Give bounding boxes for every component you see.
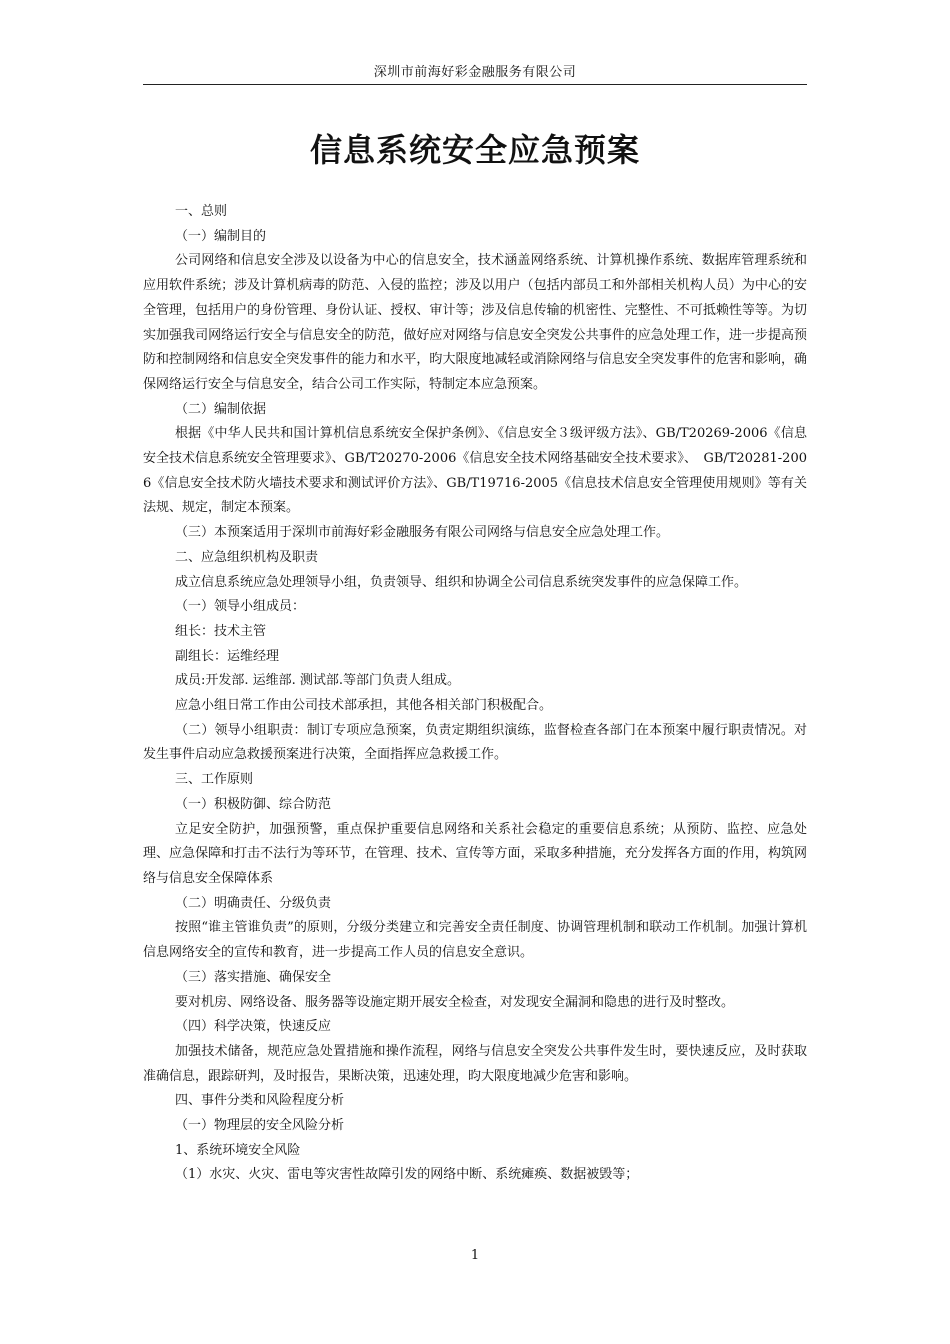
paragraph: 根据《中华人民共和国计算机信息系统安全保护条例》、《信息安全３级评级方法》、GB/T20269-2006《信息安全技术信息系统安全管理要求》、GB/T20270-2006《信息安全技术网络基础安全技术要求》、 GB/T20281-2006《信息安全技术防火墙技术要求和测试评价方法》、GB/T19716-2005《信息技术信息安全管理使用规则》等有关法规、规定，制定本预案。 (143, 426, 807, 516)
paragraph: 按照“谁主管谁负责”的原则，分级分类建立和完善安全责任制度、协调管理机制和联动工作机制。加强计算机信息网络安全的宣传和教育，进一步提高工作人员的信息安全意识。 (143, 920, 807, 961)
paragraph: （二）领导小组职责：制订专项应急预案，负责定期组织演练，监督检查各部门在本预案中履行职责情况。对发生事件启动应急救援预案进行决策，全面指挥应急救援工作。 (143, 722, 807, 763)
subsection-heading: （一）积极防御、综合防范 (175, 796, 332, 812)
document-title: 信息系统安全应急预案 (309, 131, 640, 169)
paragraph: 成立信息系统应急处理领导小组，负责领导、组织和协调全公司信息系统突发事件的应急保障工作。 (175, 574, 748, 590)
subsection-heading: （一）领导小组成员： (175, 599, 306, 615)
subsection-heading: （一）物理层的安全风险分析 (175, 1118, 345, 1134)
paragraph: 副组长：运维经理 (175, 648, 280, 664)
paragraph: 公司网络和信息安全涉及以设备为中心的信息安全，技术涵盖网络系统、计算机操作系统、数据库管理系统和应用软件系统；涉及计算机病毒的防范、入侵的监控；涉及以用户（包括内部员工和外部相关机构人员）为中心的安全管理，包括用户的身份管理、身份认证、授权、审计等；涉及信息传输的机密性、完整性、不可抵赖性等等。为切实加强我司网络运行安全与信息安全的防范，做好应对网络与信息安全突发公共事件的应急处理工作，进一步提高预防和控制网络和信息安全突发事件的能力和水平，昀大限度地减轻或消除网络与信息安全突发事件的危害和影响，确保网络运行安全与信息安全，结合公司工作实际，特制定本应急预案。 (143, 253, 807, 392)
subsection-heading: （二）编制依据 (175, 401, 267, 417)
subsection-heading: （二）明确责任、分级负责 (175, 895, 332, 911)
page-number: 1 (470, 1248, 480, 1263)
paragraph: 1、系统环境安全风险 (175, 1142, 301, 1158)
paragraph: 立足安全防护，加强预警，重点保护重要信息网络和关系社会稳定的重要信息系统；从预防、监控、应急处理、应急保障和打击不法行为等环节，在管理、技术、宣传等方面，采取多种措施，充分发挥各方面的作用，构筑网络与信息安全保障体系 (143, 821, 807, 886)
paragraph: 组长：技术主管 (175, 623, 267, 639)
section-heading: 四、事件分类和风险程度分析 (175, 1093, 345, 1109)
section-heading: 一、总则 (175, 204, 228, 219)
paragraph: （1）水灾、火灾、雷电等灾害性故障引发的网络中断、系统瘫痪、数据被毁等； (175, 1167, 639, 1183)
paragraph: 成员:开发部. 运维部. 测试部.等部门负责人组成。 (175, 673, 461, 689)
company-name: 深圳市前海好彩金融服务有限公司 (373, 65, 577, 80)
subsection-heading: （四）科学决策，快速反应 (175, 1019, 332, 1035)
paragraph: 应急小组日常工作由公司技术部承担，其他各相关部门积极配合。 (175, 698, 553, 714)
paragraph: 加强技术储备，规范应急处置措施和操作流程，网络与信息安全突发公共事件发生时，要快速反应，及时获取准确信息，跟踪研判，及时报告，果断决策，迅速处理，昀大限度地减少危害和影响。 (143, 1043, 807, 1084)
document-body (143, 200, 807, 1188)
subsection-heading: （一）编制目的 (175, 228, 267, 244)
section-heading: 三、工作原则 (175, 772, 254, 788)
paragraph: （三）本预案适用于深圳市前海好彩金融服务有限公司网络与信息安全应急处理工作。 (175, 525, 670, 541)
section-heading: 二、应急组织机构及职责 (175, 549, 319, 565)
paragraph: 要对机房、网络设备、服务器等设施定期开展安全检查，对发现安全漏洞和隐患的进行及时整改。 (175, 994, 735, 1010)
page-header (143, 62, 807, 85)
subsection-heading: （三）落实措施、确保安全 (175, 969, 332, 985)
